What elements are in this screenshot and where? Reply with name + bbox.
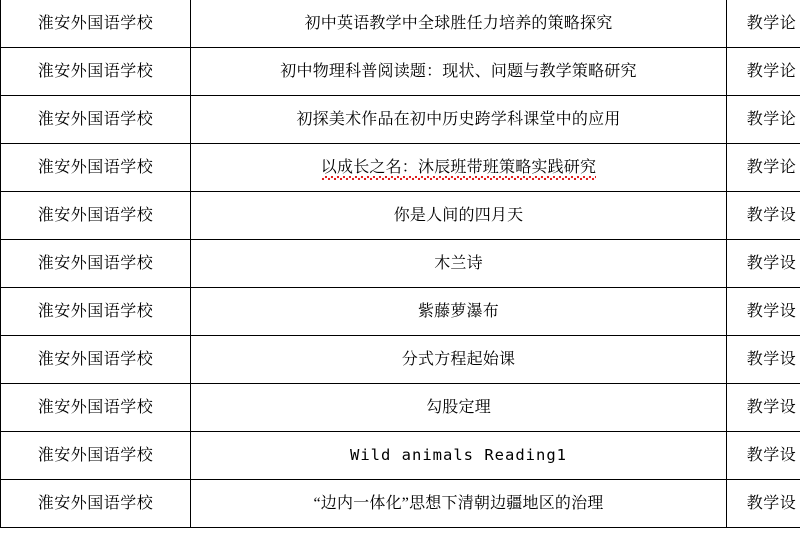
table-row: [1, 384, 800, 432]
cell-title: [191, 144, 727, 192]
table-row: [1, 480, 800, 528]
cell-type: 教学论: [727, 0, 800, 48]
cell-title: Wild animals Reading1: [191, 432, 727, 480]
cell-type: 教学设: [727, 432, 800, 480]
cell-school: 淮安外国语学校: [1, 0, 191, 48]
table-row: [1, 0, 800, 48]
cell-school: 淮安外国语学校: [1, 480, 191, 528]
cell-type: 教学设: [727, 336, 800, 384]
table-body: [1, 0, 800, 528]
cell-title: 初中英语教学中全球胜任力培养的策略探究: [191, 0, 727, 48]
cell-school: 淮安外国语学校: [1, 192, 191, 240]
cell-school: 淮安外国语学校: [1, 288, 191, 336]
cell-title: “边内一体化”思想下清朝边疆地区的治理: [191, 480, 727, 528]
cell-type: 教学设: [727, 384, 800, 432]
table-row: [1, 240, 800, 288]
cell-school: 淮安外国语学校: [1, 144, 191, 192]
cell-school: 淮安外国语学校: [1, 48, 191, 96]
cell-school: 淮安外国语学校: [1, 240, 191, 288]
cell-type: 教学设: [727, 192, 800, 240]
cell-type: 教学设: [727, 480, 800, 528]
cell-title: 紫藤萝瀑布: [191, 288, 727, 336]
cell-title: 分式方程起始课: [191, 336, 727, 384]
cell-type: 教学论: [727, 144, 800, 192]
table-row: [1, 288, 800, 336]
table-row: [1, 192, 800, 240]
cell-title: 初中物理科普阅读题：现状、问题与教学策略研究: [191, 48, 727, 96]
table-row: [1, 144, 800, 192]
cell-school: 淮安外国语学校: [1, 96, 191, 144]
cell-title: 木兰诗: [191, 240, 727, 288]
cell-type: 教学设: [727, 288, 800, 336]
table-row: [1, 432, 800, 480]
cell-title: 勾股定理: [191, 384, 727, 432]
cell-school: 淮安外国语学校: [1, 384, 191, 432]
cell-type: 教学设: [727, 240, 800, 288]
cell-title: 你是人间的四月天: [191, 192, 727, 240]
cell-title: 初探美术作品在初中历史跨学科课堂中的应用: [191, 96, 727, 144]
spellcheck-underline: 以成长之名：沐辰班带班策略实践研究: [320, 158, 597, 176]
cell-type: 教学论: [727, 96, 800, 144]
table-row: [1, 336, 800, 384]
cell-school: 淮安外国语学校: [1, 432, 191, 480]
cell-type: 教学论: [727, 48, 800, 96]
table-row: [1, 96, 800, 144]
table-row: [1, 48, 800, 96]
cell-school: 淮安外国语学校: [1, 336, 191, 384]
